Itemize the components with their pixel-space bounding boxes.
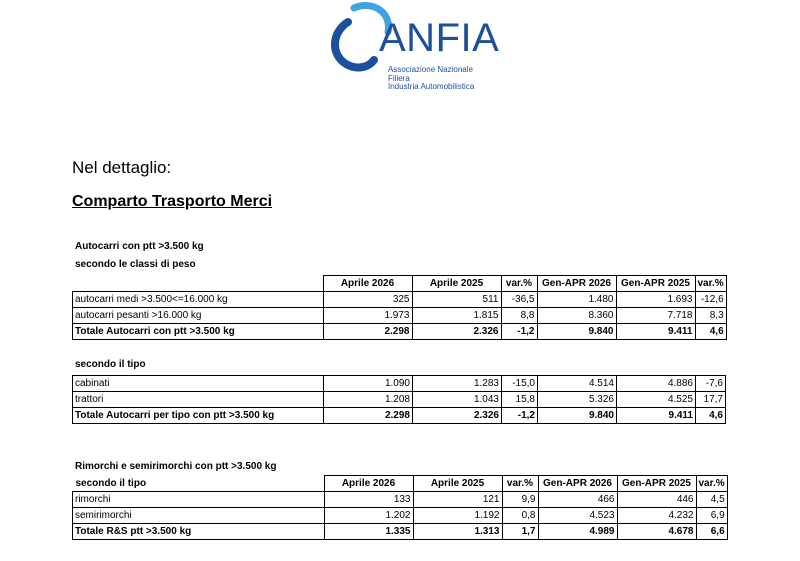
col-header: Aprile 2025 xyxy=(413,476,502,492)
cell: 4,6 xyxy=(696,408,726,424)
cell: 4.514 xyxy=(538,376,617,392)
col-header: var.% xyxy=(695,276,726,292)
cell: 5.326 xyxy=(538,392,617,408)
cell: 446 xyxy=(617,492,696,508)
col-header: Gen-APR 2026 xyxy=(538,476,617,492)
cell: 1.815 xyxy=(412,308,501,324)
table-autocarri-peso xyxy=(72,275,727,340)
cell: 1.335 xyxy=(324,524,413,540)
col-header: var.% xyxy=(502,476,538,492)
col-header: var.% xyxy=(501,276,537,292)
total-label: Totale Autocarri per tipo con ptt >3.500 kg xyxy=(73,408,324,424)
table-total-row xyxy=(73,408,726,424)
row-label: semirimorchi xyxy=(73,508,325,524)
col-header: var.% xyxy=(696,476,727,492)
cell: 0,8 xyxy=(502,508,538,524)
row-label: rimorchi xyxy=(73,492,325,508)
cell: 1.090 xyxy=(324,376,413,392)
row-label: trattori xyxy=(73,392,324,408)
table-row xyxy=(73,492,728,508)
block1-caption: Autocarri con ptt >3.500 kg xyxy=(75,241,204,252)
cell: 1.693 xyxy=(616,292,695,308)
cell: 121 xyxy=(413,492,502,508)
cell: 1.313 xyxy=(413,524,502,540)
page-heading: Nel dettaglio: xyxy=(72,158,172,177)
col-header: Aprile 2026 xyxy=(323,276,412,292)
cell: 2.326 xyxy=(413,408,502,424)
table-rimorchi xyxy=(72,475,728,540)
row-label: autocarri medi >3.500<=16.000 kg xyxy=(73,292,324,308)
cell: 4.886 xyxy=(617,376,696,392)
cell: 9.411 xyxy=(616,324,695,340)
col-header: Gen-APR 2026 xyxy=(537,276,616,292)
cell: 1.043 xyxy=(413,392,502,408)
cell: 1.480 xyxy=(537,292,616,308)
cell: 4,5 xyxy=(696,492,727,508)
table-row xyxy=(73,508,728,524)
block3-caption: Rimorchi e semirimorchi con ptt >3.500 kg xyxy=(75,461,277,472)
cell: 8,8 xyxy=(501,308,537,324)
cell: 9.840 xyxy=(538,408,617,424)
cell: 511 xyxy=(412,292,501,308)
header-label: secondo il tipo xyxy=(75,477,147,489)
cell: 8,3 xyxy=(695,308,726,324)
cell: 466 xyxy=(538,492,617,508)
row-label: cabinati xyxy=(73,376,324,392)
cell: -7,6 xyxy=(696,376,726,392)
cell: 9.840 xyxy=(537,324,616,340)
row-label: autocarri pesanti >16.000 kg xyxy=(73,308,324,324)
cell: 6,9 xyxy=(696,508,727,524)
cell: 4.525 xyxy=(617,392,696,408)
cell: 4.232 xyxy=(617,508,696,524)
table-row xyxy=(73,308,727,324)
cell: 4.678 xyxy=(617,524,696,540)
table-row xyxy=(73,376,726,392)
cell: 4.523 xyxy=(538,508,617,524)
cell: 1,7 xyxy=(502,524,538,540)
cell: 2.298 xyxy=(323,324,412,340)
cell: 1.192 xyxy=(413,508,502,524)
header-blank xyxy=(73,276,324,292)
total-label: Totale R&S ptt >3.500 kg xyxy=(73,524,325,540)
col-header: Aprile 2026 xyxy=(324,476,413,492)
cell: -12,6 xyxy=(695,292,726,308)
col-header: Aprile 2025 xyxy=(412,276,501,292)
cell: 4.989 xyxy=(538,524,617,540)
table-total-row xyxy=(73,524,728,540)
cell: 6,6 xyxy=(696,524,727,540)
cell: -36,5 xyxy=(501,292,537,308)
cell: 9.411 xyxy=(617,408,696,424)
col-header: Gen-APR 2025 xyxy=(616,276,695,292)
cell: 325 xyxy=(323,292,412,308)
cell: -1,2 xyxy=(502,408,538,424)
table-total-row xyxy=(73,324,727,340)
cell: 7.718 xyxy=(616,308,695,324)
block1-subcaption: secondo le classi di peso xyxy=(75,259,196,270)
cell: 4,6 xyxy=(695,324,726,340)
table-autocarri-tipo xyxy=(72,375,726,424)
table-header-row xyxy=(73,476,728,492)
cell: 9,9 xyxy=(502,492,538,508)
cell: 1.208 xyxy=(324,392,413,408)
total-label: Totale Autocarri con ptt >3.500 kg xyxy=(73,324,324,340)
table-row xyxy=(73,392,726,408)
block2-caption: secondo il tipo xyxy=(75,359,146,370)
logo-subtitle: Associazione Nazionale Filiera Industria Automobilistica xyxy=(388,65,475,91)
cell: 15,8 xyxy=(502,392,538,408)
cell: 2.298 xyxy=(324,408,413,424)
anfia-logo xyxy=(326,2,500,94)
cell: -1,2 xyxy=(501,324,537,340)
col-header: Gen-APR 2025 xyxy=(617,476,696,492)
cell: 8.360 xyxy=(537,308,616,324)
cell: 1.202 xyxy=(324,508,413,524)
cell: 133 xyxy=(324,492,413,508)
table-header-row xyxy=(73,276,727,292)
section-title: Comparto Trasporto Merci xyxy=(72,193,273,210)
cell: 2.326 xyxy=(412,324,501,340)
cell: 17,7 xyxy=(696,392,726,408)
table-row xyxy=(73,292,727,308)
logo-wordmark: ANFIA xyxy=(379,16,500,60)
cell: -15,0 xyxy=(502,376,538,392)
cell: 1.973 xyxy=(323,308,412,324)
cell: 1.283 xyxy=(413,376,502,392)
